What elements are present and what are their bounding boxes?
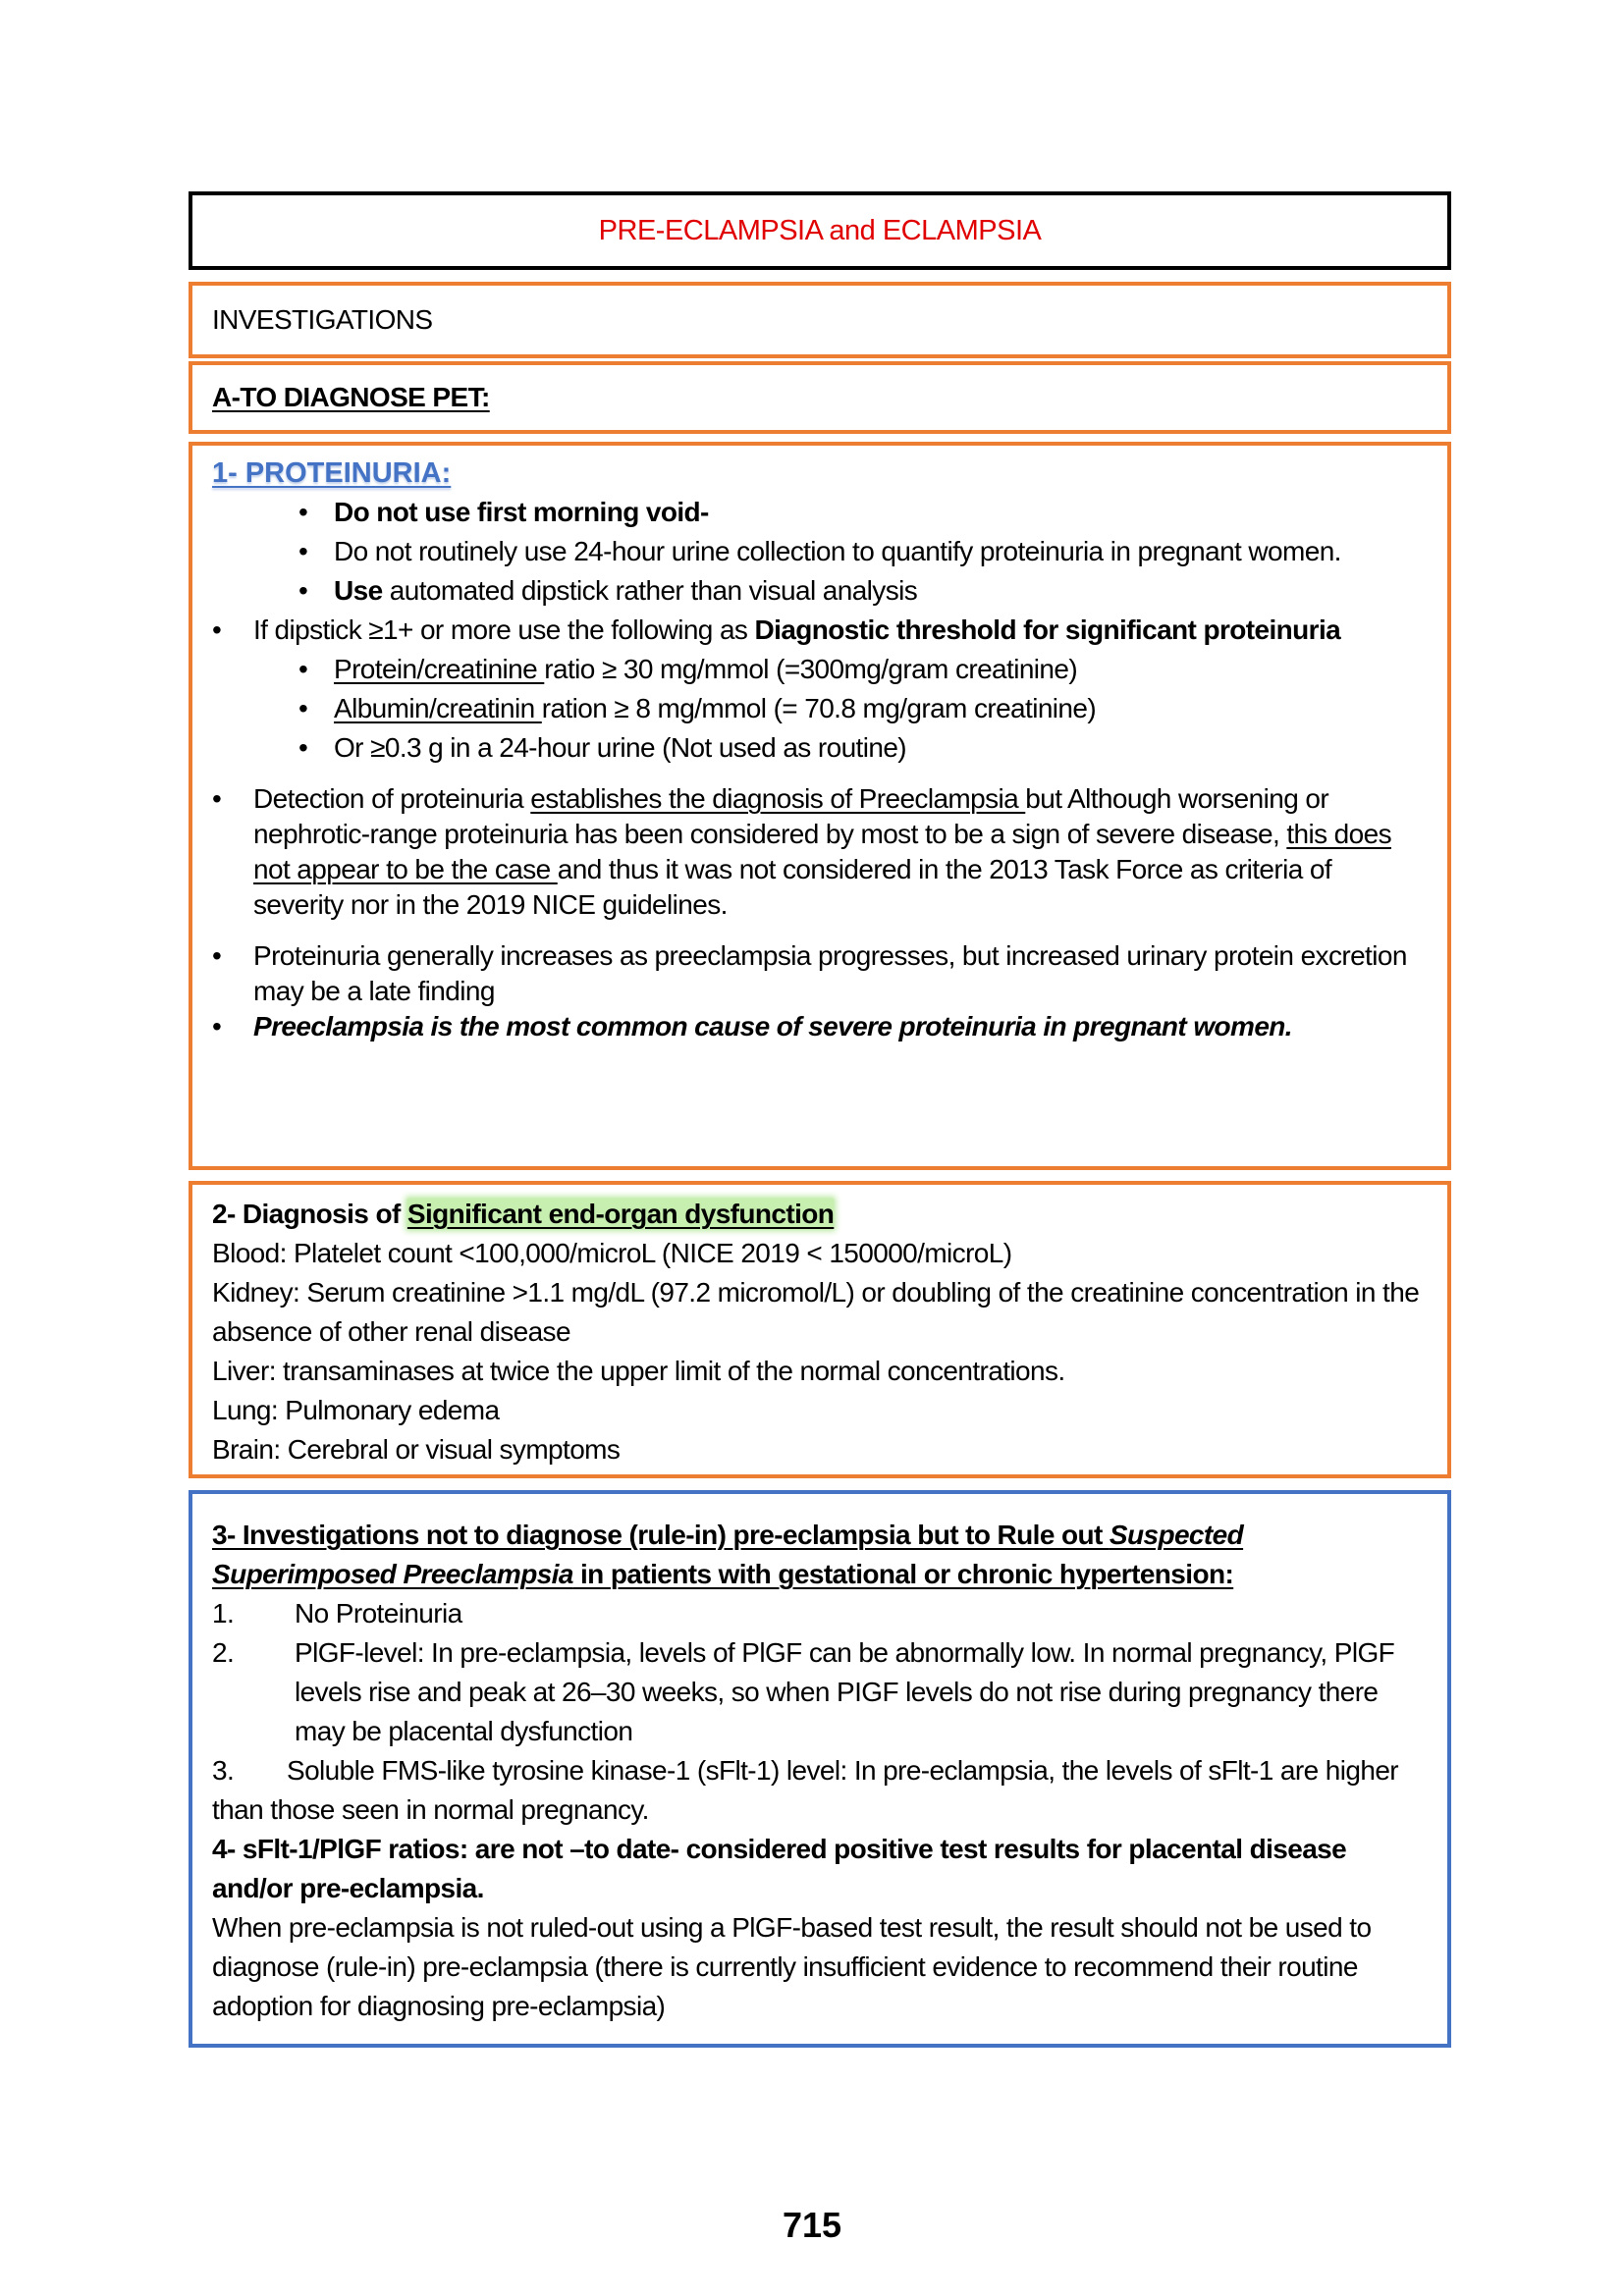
- proteinuria-main-list: [212, 611, 1428, 650]
- proteinuria-title: 1- PROTEINURIA:: [212, 457, 452, 489]
- end-organ-lung: Lung: Pulmonary edema: [212, 1395, 500, 1425]
- list-item: • Do not use first morning void-: [295, 493, 1428, 532]
- end-organ-liver: Liver: transaminases at twice the upper limit of the normal concentrations.: [212, 1356, 1065, 1386]
- proteinuria-box: [189, 442, 1451, 1170]
- list-item: • Protein/creatinine ratio ≥ 30 mg/mmol (=300mg/gram creatinine): [295, 650, 1428, 689]
- bullet-icon: •: [298, 732, 308, 763]
- ratio-text: When pre-eclampsia is not ruled-out using a PlGF-based test result, the result should not be used to diagnose (rule-in) pre-eclampsia (there is currently insufficient evidence to recommend their routine adoption for diagnosing pre-eclampsia): [212, 1912, 1372, 2021]
- bullet-icon: •: [298, 654, 308, 684]
- bullet-icon: •: [212, 1011, 222, 1041]
- list-item: 3. Soluble FMS-like tyrosine kinase-1 (sFlt-1) level: In pre-eclampsia, the levels of sFlt-1 are higher than those seen in normal pregnancy.: [212, 1755, 1399, 1825]
- end-organ-brain: Brain: Cerebral or visual symptoms: [212, 1434, 621, 1465]
- bullet-icon: •: [212, 614, 222, 645]
- investigations-heading: INVESTIGATIONS: [212, 304, 433, 335]
- end-organ-title: 2- Diagnosis of Significant end-organ dysfunction: [212, 1199, 835, 1229]
- bullet-icon: •: [212, 783, 222, 814]
- highlighted-term: Significant end-organ dysfunction: [406, 1199, 835, 1229]
- proteinuria-sub-list: [212, 493, 1428, 611]
- investigations-box: [189, 282, 1451, 358]
- threshold-list: [212, 650, 1428, 768]
- end-organ-box: [189, 1181, 1451, 1478]
- bullet-icon: •: [298, 693, 308, 723]
- list-item: • Or ≥0.3 g in a 24-hour urine (Not used as routine): [295, 728, 1428, 768]
- diagnose-pet-heading: A-TO DIAGNOSE PET:: [212, 382, 490, 412]
- diagnose-pet-box: [189, 361, 1451, 434]
- bullet-icon: •: [212, 940, 222, 971]
- bullet-icon: •: [298, 536, 308, 566]
- end-organ-blood: Blood: Platelet count <100,000/microL (NICE 2019 < 150000/microL): [212, 1238, 1012, 1268]
- page-title: PRE-ECLAMPSIA and ECLAMPSIA: [598, 214, 1042, 246]
- end-organ-kidney: Kidney: Serum creatinine >1.1 mg/dL (97.2 micromol/L) or doubling of the creatinine concentration in the absence of other renal disease: [212, 1277, 1420, 1347]
- rule-out-title: 3- Investigations not to diagnose (rule-in) pre-eclampsia but to Rule out Suspected Superimposed Preeclampsia in patients with gestational or chronic hypertension:: [212, 1520, 1244, 1589]
- list-item: • Use automated dipstick rather than visual analysis: [295, 571, 1428, 611]
- list-item: 1. No Proteinuria: [212, 1598, 462, 1629]
- list-item: 2. PlGF-level: In pre-eclampsia, levels of PlGF can be abnormally low. In normal pregnancy, PlGF levels rise and peak at 26–30 weeks, so when PIGF levels do not rise during pregnancy there may be placental dysfunction: [212, 1637, 1395, 1746]
- ratio-heading: 4- sFlt-1/PlGF ratios: are not –to date- considered positive test results for placental disease and/or pre-eclampsia.: [212, 1834, 1347, 1903]
- proteinuria-notes-list: [212, 781, 1428, 1044]
- list-item: • Albumin/creatinin ration ≥ 8 mg/mmol (= 70.8 mg/gram creatinine): [295, 689, 1428, 728]
- list-item-threshold: • If dipstick ≥1+ or more use the following as Diagnostic threshold for significant proteinuria: [212, 611, 1428, 650]
- bullet-icon: •: [298, 497, 308, 527]
- bullet-icon: •: [298, 575, 308, 606]
- list-item-detection: • Detection of proteinuria establishes the diagnosis of Preeclampsia but Although worsening or nephrotic-range proteinuria has been considered by most to be a sign of severe disease, this does not appear to be the case and thus it was not considered in the 2013 Task Force as criteria of severity nor in the 2019 NICE guidelines.: [212, 783, 1391, 920]
- title-box: [189, 191, 1451, 270]
- list-item: • Do not routinely use 24-hour urine collection to quantify proteinuria in pregnant women.: [295, 532, 1428, 571]
- rule-out-box: [189, 1490, 1451, 2048]
- list-item-common-cause: • Preeclampsia is the most common cause of severe proteinuria in pregnant women.: [212, 1009, 1428, 1044]
- list-item-progression: • Proteinuria generally increases as preeclampsia progresses, but increased urinary protein excretion may be a late finding: [212, 940, 1407, 1006]
- page-number: 715: [782, 2205, 842, 2245]
